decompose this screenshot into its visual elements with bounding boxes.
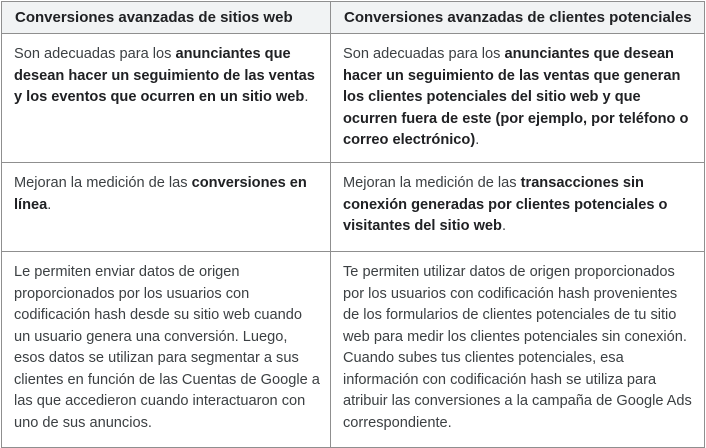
table-row-measurement bbox=[2, 163, 705, 252]
comparison-table bbox=[1, 1, 705, 448]
cell-text: . bbox=[47, 196, 52, 213]
cell-text: Te permiten utilizar datos de origen proporcionados por los usuarios con codificación hash provenientes de los formularios de clientes potenciales de tu sitio web para medir los clientes potenciales sin conexión. Cuando subes tus clientes potenciales, esa información con codificación hash se utiliza para atribuir las conversiones a la campaña de Google Ads correspondiente. bbox=[343, 264, 692, 431]
cell-text-bold: conversiones en línea bbox=[14, 175, 307, 213]
table-row-data-usage bbox=[2, 252, 705, 448]
table-row-suitability bbox=[2, 34, 705, 163]
cell-text: . bbox=[304, 89, 309, 105]
cell-website-measurement bbox=[2, 163, 331, 252]
cell-text: Mejoran la medición de las bbox=[14, 175, 192, 191]
table-header-row bbox=[2, 2, 705, 34]
cell-text: Le permiten enviar datos de origen proporcionados por los usuarios con codificación hash desde su sitio web cuando un usuario genera una conversión. Luego, esos datos se utilizan para segmentar a sus clientes en función de las Cuentas de Google a las que accedieron cuando interactuaron con uno de sus anuncios. bbox=[14, 264, 320, 431]
header-lead-conversions: Conversiones avanzadas de clientes potenciales bbox=[331, 2, 705, 34]
cell-text: Son adecuadas para los bbox=[14, 46, 176, 62]
cell-text: Mejoran la medición de las bbox=[343, 175, 521, 191]
cell-text: Son adecuadas para los bbox=[343, 46, 505, 62]
cell-lead-suitability bbox=[331, 34, 705, 163]
cell-text-bold: anunciantes que desean hacer un seguimiento de las ventas y los eventos que ocurren en un sitio web bbox=[14, 46, 315, 105]
cell-lead-data-usage bbox=[331, 252, 705, 448]
cell-text: . bbox=[501, 218, 507, 234]
cell-lead-measurement bbox=[331, 163, 705, 252]
header-website-conversions: Conversiones avanzadas de sitios web bbox=[2, 2, 331, 34]
cell-text-bold: anunciantes que desean hacer un seguimiento de las ventas que generan los clientes potenciales del sitio web y que ocurren fuera de este (por ejemplo, por teléfono o correo electrónico) bbox=[343, 46, 689, 148]
cell-website-data-usage bbox=[2, 252, 331, 448]
cell-website-suitability bbox=[2, 34, 331, 163]
cell-text: . bbox=[475, 132, 480, 148]
cell-text-bold: transacciones sin conexión generadas por clientes potenciales o visitantes del sitio web bbox=[343, 175, 668, 234]
